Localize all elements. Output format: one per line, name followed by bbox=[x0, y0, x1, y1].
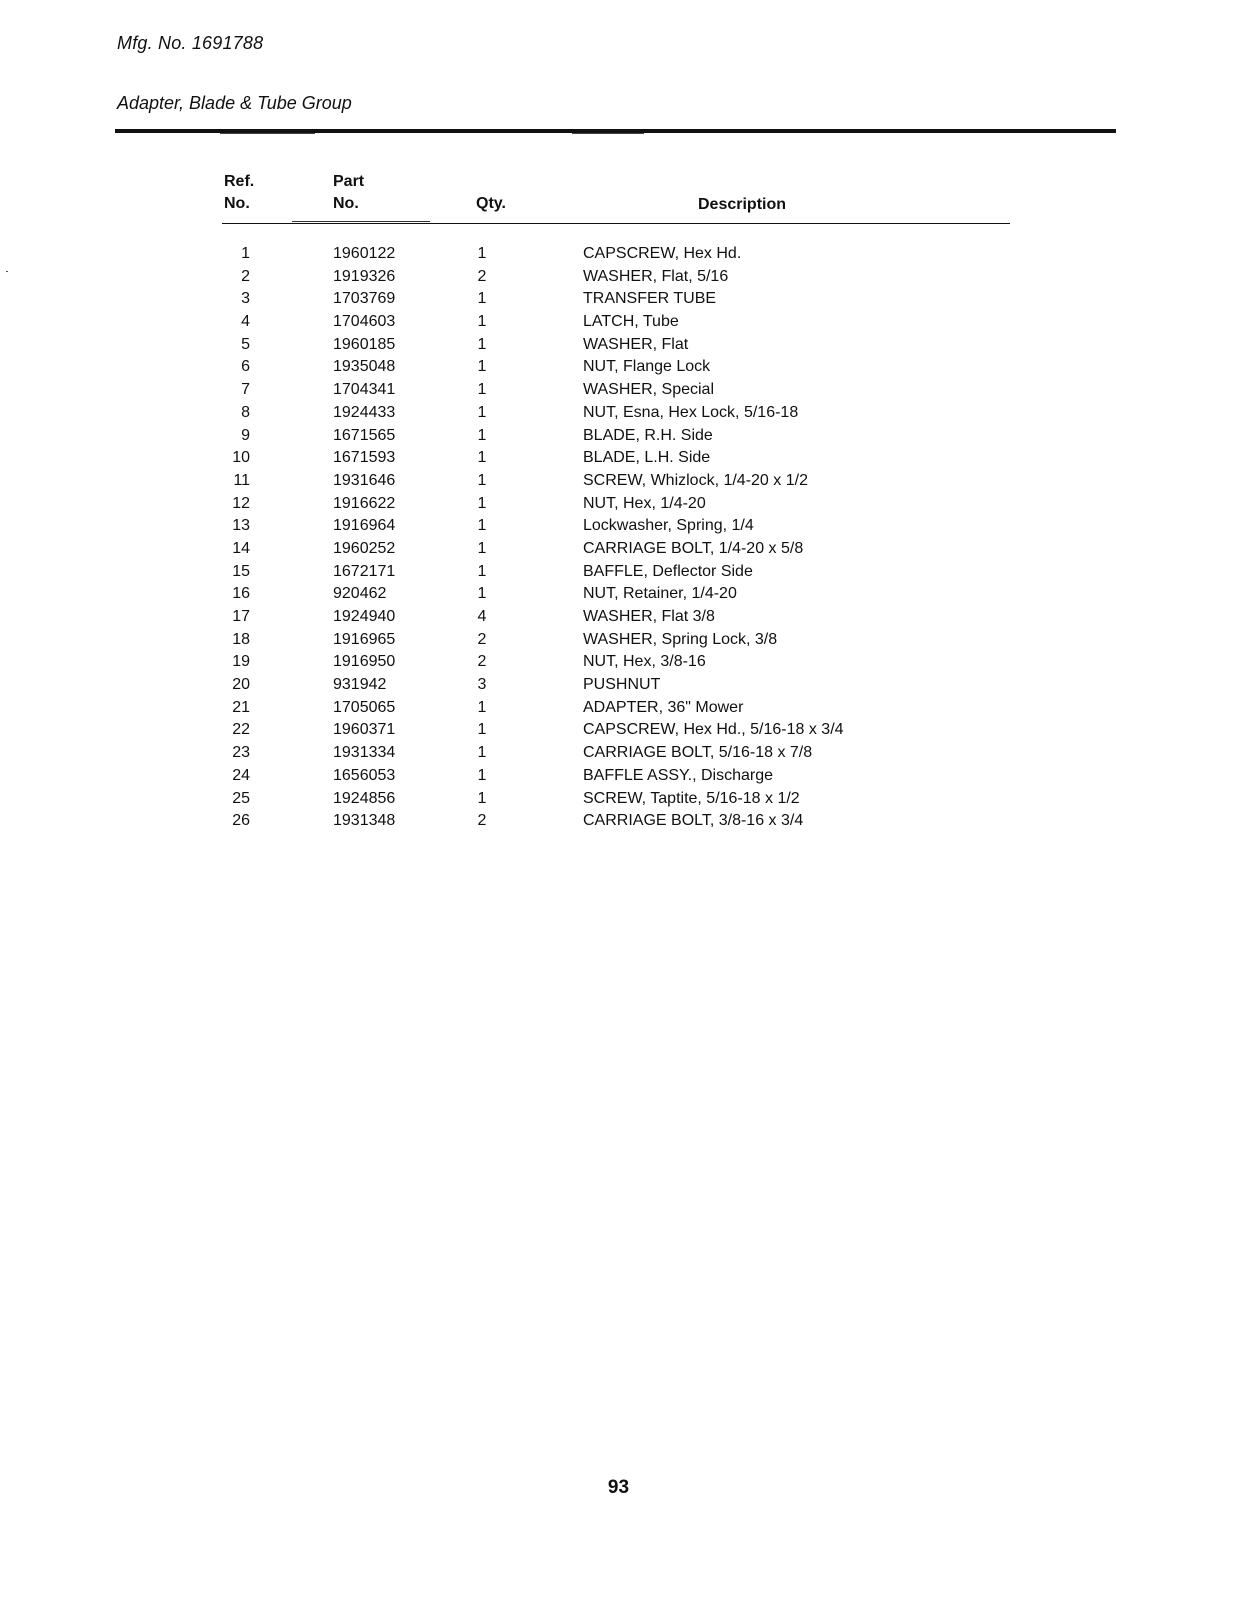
table-row bbox=[0, 583, 1237, 606]
table-row bbox=[0, 515, 1237, 538]
description: CAPSCREW, Hex Hd. bbox=[583, 245, 742, 262]
part-number: 1916965 bbox=[333, 630, 396, 648]
description: NUT, Hex, 3/8-16 bbox=[583, 653, 706, 671]
table-row bbox=[0, 356, 1237, 379]
quantity: 2 bbox=[477, 267, 487, 285]
ref-number: 6 bbox=[241, 358, 250, 376]
quantity: 1 bbox=[477, 449, 487, 467]
ref-number: 22 bbox=[232, 721, 250, 739]
quantity: 1 bbox=[477, 335, 487, 353]
description: Lockwasher, Spring, 1/4 bbox=[583, 517, 754, 535]
part-number: 1924856 bbox=[333, 789, 396, 807]
quantity: 1 bbox=[477, 403, 487, 421]
quantity: 1 bbox=[477, 698, 487, 716]
table-row bbox=[0, 470, 1237, 493]
table-row bbox=[0, 243, 1237, 266]
table-row bbox=[0, 697, 1237, 720]
quantity: 1 bbox=[477, 766, 487, 784]
part-number: 1960185 bbox=[333, 335, 396, 353]
quantity: 1 bbox=[477, 517, 487, 535]
description: SCREW, Whizlock, 1/4-20 x 1/2 bbox=[583, 471, 808, 489]
description: LATCH, Tube bbox=[583, 313, 679, 331]
column-header-qty: Qty. bbox=[476, 195, 506, 212]
ref-number: 24 bbox=[232, 766, 250, 784]
ref-number: 21 bbox=[232, 698, 250, 716]
description: BAFFLE ASSY., Discharge bbox=[583, 766, 774, 784]
ref-number: 14 bbox=[232, 539, 250, 557]
ref-number: 16 bbox=[232, 585, 250, 603]
ref-number: 8 bbox=[241, 403, 250, 421]
table-row bbox=[0, 742, 1237, 765]
description: NUT, Esna, Hex Lock, 5/16-18 bbox=[583, 403, 799, 421]
part-number: 1671593 bbox=[333, 449, 396, 467]
quantity: 1 bbox=[477, 358, 487, 376]
part-number: 1931646 bbox=[333, 471, 396, 489]
part-number: 1924940 bbox=[333, 608, 396, 625]
column-header-part-line2: No. bbox=[333, 195, 359, 212]
quantity: 1 bbox=[477, 744, 487, 762]
table-row bbox=[0, 538, 1237, 561]
part-number: 1703769 bbox=[333, 290, 396, 308]
part-number: 1705065 bbox=[333, 698, 396, 716]
quantity: 2 bbox=[477, 653, 487, 671]
quantity: 1 bbox=[477, 245, 487, 262]
ref-number: 11 bbox=[233, 471, 250, 489]
mfg-number: Mfg. No. 1691788 bbox=[117, 33, 264, 53]
quantity: 1 bbox=[477, 313, 487, 331]
ref-number: 19 bbox=[232, 653, 250, 671]
column-header-description: Description bbox=[698, 196, 787, 213]
table-row bbox=[0, 561, 1237, 584]
part-number: 1960252 bbox=[333, 539, 396, 557]
table-row bbox=[0, 810, 1237, 833]
ref-number: 17 bbox=[232, 608, 250, 625]
quantity: 1 bbox=[477, 494, 487, 512]
ref-number: 1 bbox=[241, 245, 250, 262]
page-number: 93 bbox=[607, 1477, 630, 1498]
quantity: 1 bbox=[477, 585, 487, 603]
ref-number: 23 bbox=[232, 744, 250, 762]
ref-number: 5 bbox=[241, 335, 250, 353]
ref-number: 13 bbox=[232, 517, 250, 535]
ref-number: 18 bbox=[232, 630, 250, 648]
column-header-part bbox=[333, 171, 364, 215]
table-row bbox=[0, 334, 1237, 357]
title-rule-fragment bbox=[220, 133, 315, 134]
parts-table bbox=[0, 243, 1237, 833]
table-row bbox=[0, 651, 1237, 674]
quantity: 1 bbox=[477, 789, 487, 807]
ref-number: 25 bbox=[232, 789, 250, 807]
part-number: 1935048 bbox=[333, 358, 396, 376]
part-number: 1672171 bbox=[333, 562, 396, 580]
column-header-ref-line1: Ref. bbox=[224, 173, 255, 190]
description: CARRIAGE BOLT, 3/8-16 x 3/4 bbox=[583, 812, 804, 830]
part-number: 920462 bbox=[333, 585, 387, 603]
part-number: 931942 bbox=[333, 676, 387, 694]
part-number: 1704603 bbox=[333, 313, 396, 331]
description: WASHER, Flat 3/8 bbox=[583, 608, 715, 625]
page-title: Adapter, Blade & Tube Group bbox=[117, 93, 352, 113]
ref-number: 10 bbox=[232, 449, 250, 467]
description: BLADE, R.H. Side bbox=[583, 426, 713, 444]
description: BLADE, L.H. Side bbox=[583, 449, 711, 467]
description: WASHER, Special bbox=[583, 381, 714, 399]
table-row bbox=[0, 266, 1237, 289]
ref-number: 4 bbox=[241, 313, 250, 331]
quantity: 4 bbox=[477, 608, 487, 625]
description: BAFFLE, Deflector Side bbox=[583, 562, 753, 580]
column-header-ref bbox=[224, 171, 254, 215]
table-row bbox=[0, 629, 1237, 652]
quantity: 1 bbox=[477, 721, 487, 739]
part-number: 1916950 bbox=[333, 653, 396, 671]
table-row bbox=[0, 311, 1237, 334]
table-row bbox=[0, 402, 1237, 425]
quantity: 2 bbox=[477, 630, 487, 648]
part-number: 1916964 bbox=[333, 517, 396, 535]
description: WASHER, Spring Lock, 3/8 bbox=[583, 630, 778, 648]
ref-number: 15 bbox=[232, 562, 250, 580]
table-row bbox=[0, 788, 1237, 811]
part-number: 1931334 bbox=[333, 744, 396, 762]
table-row bbox=[0, 379, 1237, 402]
table-row bbox=[0, 493, 1237, 516]
table-row bbox=[0, 719, 1237, 742]
table-row bbox=[0, 674, 1237, 697]
table-row bbox=[0, 447, 1237, 470]
part-number: 1656053 bbox=[333, 766, 396, 784]
ref-number: 12 bbox=[232, 494, 250, 512]
ref-number: 3 bbox=[241, 290, 250, 308]
header-rule bbox=[222, 223, 1010, 224]
part-number: 1704341 bbox=[333, 381, 396, 399]
quantity: 1 bbox=[477, 290, 487, 308]
quantity: 1 bbox=[477, 471, 487, 489]
column-header-ref-line2: No. bbox=[224, 195, 250, 212]
description: TRANSFER TUBE bbox=[583, 290, 717, 308]
description: CARRIAGE BOLT, 5/16-18 x 7/8 bbox=[583, 744, 813, 762]
ref-number: 9 bbox=[241, 426, 250, 444]
description: WASHER, Flat bbox=[583, 335, 689, 353]
description: ADAPTER, 36" Mower bbox=[583, 698, 744, 716]
ref-number: 26 bbox=[232, 812, 250, 830]
part-number: 1960371 bbox=[333, 721, 396, 739]
quantity: 2 bbox=[477, 812, 487, 830]
description: CAPSCREW, Hex Hd., 5/16-18 x 3/4 bbox=[583, 721, 844, 739]
part-number: 1919326 bbox=[333, 267, 396, 285]
part-number: 1671565 bbox=[333, 426, 396, 444]
title-rule-fragment bbox=[572, 133, 644, 134]
table-row bbox=[0, 288, 1237, 311]
part-number: 1960122 bbox=[333, 245, 396, 262]
quantity: 1 bbox=[477, 562, 487, 580]
quantity: 1 bbox=[477, 539, 487, 557]
quantity: 1 bbox=[477, 426, 487, 444]
ref-number: 20 bbox=[232, 676, 250, 694]
column-header-part-line1: Part bbox=[333, 173, 365, 190]
description: NUT, Retainer, 1/4-20 bbox=[583, 585, 737, 603]
table-row bbox=[0, 765, 1237, 788]
table-row bbox=[0, 425, 1237, 448]
header-rule-fragment bbox=[292, 221, 430, 222]
description: PUSHNUT bbox=[583, 676, 661, 694]
description: CARRIAGE BOLT, 1/4-20 x 5/8 bbox=[583, 539, 804, 557]
description: WASHER, Flat, 5/16 bbox=[583, 267, 729, 285]
ref-number: 7 bbox=[241, 381, 250, 399]
quantity: 3 bbox=[477, 676, 487, 694]
description: NUT, Hex, 1/4-20 bbox=[583, 494, 706, 512]
quantity: 1 bbox=[477, 381, 487, 399]
description: SCREW, Taptite, 5/16-18 x 1/2 bbox=[583, 789, 800, 807]
ref-number: 2 bbox=[241, 267, 250, 285]
description: NUT, Flange Lock bbox=[583, 358, 711, 376]
table-row bbox=[0, 606, 1237, 629]
part-number: 1924433 bbox=[333, 403, 396, 421]
part-number: 1931348 bbox=[333, 812, 396, 830]
part-number: 1916622 bbox=[333, 494, 396, 512]
